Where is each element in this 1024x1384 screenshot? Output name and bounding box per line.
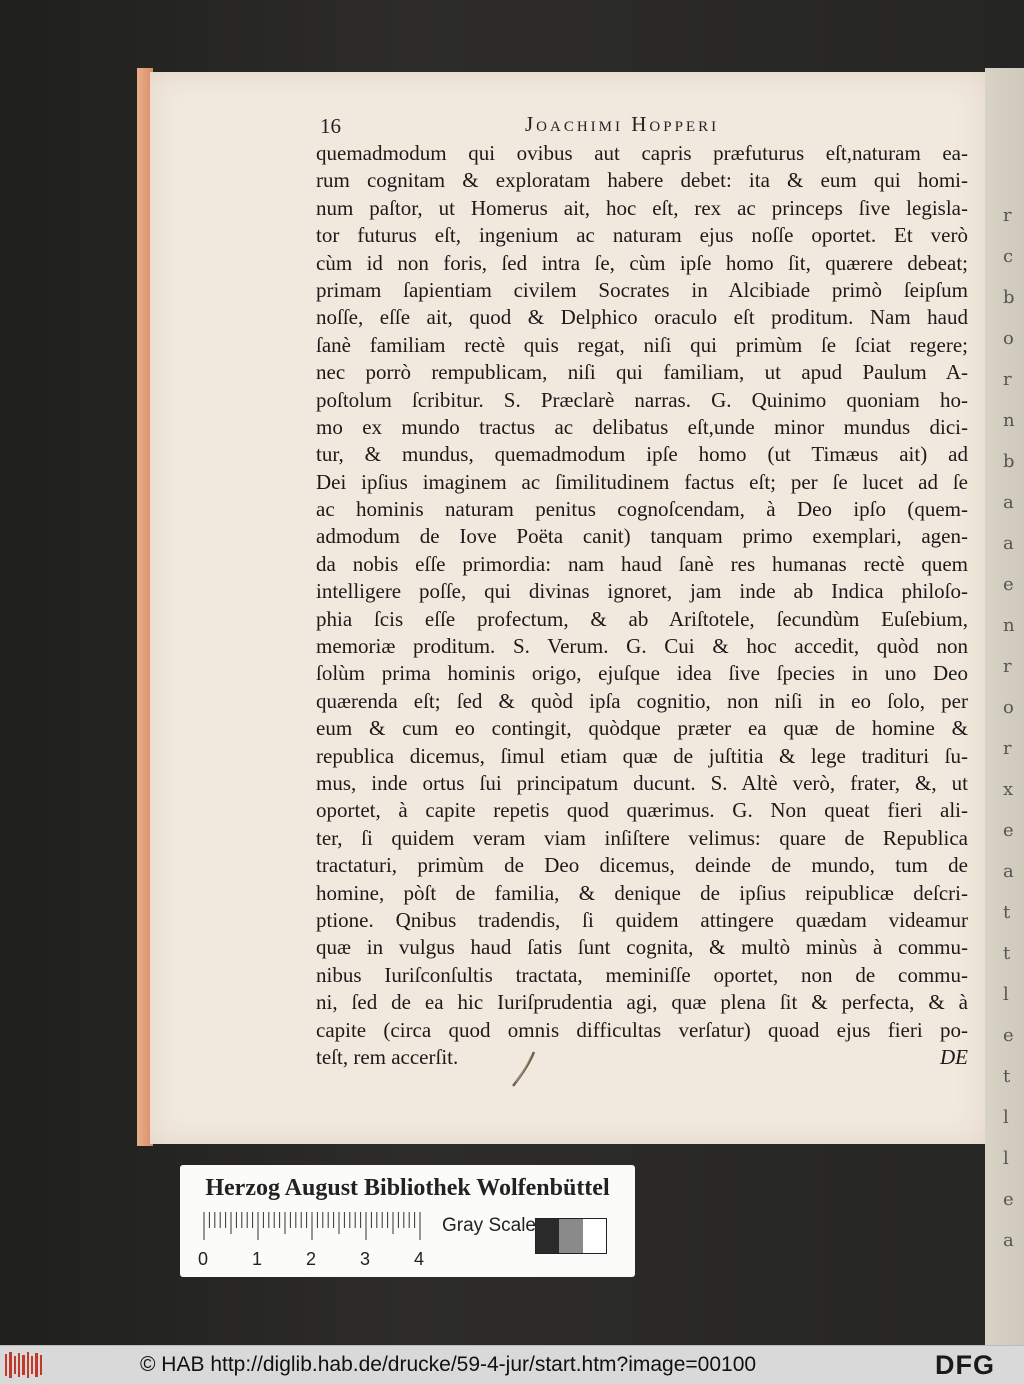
text-line: cùm id non foris, ſed intra ſe, cùm ipſe homo ſit, quærere debeat; xyxy=(316,250,968,275)
copyright-url[interactable]: © HAB http://diglib.hab.de/drucke/59-4-jur/start.htm?image=00100 xyxy=(140,1353,757,1376)
body-text xyxy=(316,140,968,1071)
text-line: admodum de Iove Poëta canit) tanquam primo exemplari, agen- xyxy=(316,524,968,549)
catchword: DE xyxy=(940,1044,968,1069)
fragment-char: b xyxy=(1003,287,1015,308)
running-head-title: Joachimi Hopperi xyxy=(525,112,720,136)
fragment-char: t xyxy=(1003,902,1011,923)
text-line: teſt, rem accerſit. DE xyxy=(316,1044,968,1071)
ruler-number: 4 xyxy=(414,1249,425,1269)
text-line: tractaturi, primùm de Deo dicemus, deinde de mundo, tum de xyxy=(316,853,968,878)
text-line: quærenda eſt; ſed & quòd ipſa cognitio, non niſi in eo ſolo, per xyxy=(316,688,968,713)
library-name: Herzog August Bibliothek Wolfenbüttel xyxy=(205,1175,610,1201)
text-line: memoriæ proditum. S. Verum. G. Cui & hoc accedit, quòd non xyxy=(316,634,968,659)
text-line: poſtolum ſcribitur. S. Præclarè narras. G. Quinimo quoniam ho- xyxy=(316,387,968,412)
fragment-char: x xyxy=(1003,779,1014,800)
ruler-number: 1 xyxy=(252,1249,263,1269)
fragment-char: a xyxy=(1003,492,1014,513)
fragment-char: l xyxy=(1003,984,1009,1005)
text-line: nibus Iuriſconſultis tractata, meminiſſe oportet, non de commu- xyxy=(316,962,968,987)
fragment-char: a xyxy=(1003,533,1014,554)
running-head xyxy=(320,112,970,140)
text-line: ptione. Qnibus tradendis, ſi quidem attingere quædam videamur xyxy=(316,907,968,932)
fragment-char: l xyxy=(1003,1148,1009,1169)
color-calibration-card xyxy=(180,1165,635,1277)
text-line: tor futurus eſt, ingenium ac naturam ejus noſſe oportet. Et verò xyxy=(316,223,968,248)
text-line: mus, inde ortus ſui principatum ducunt. S. Altè verò, frater, &, ut xyxy=(316,770,968,795)
page-number: 16 xyxy=(320,114,341,138)
gray-swatch xyxy=(559,1219,582,1253)
text-line: rum cognitam & exploratam habere debet: ita & eum qui homi- xyxy=(316,168,968,193)
fragment-char: n xyxy=(1003,615,1015,636)
fragment-char: r xyxy=(1003,369,1012,390)
text-line: noſſe, eſſe ait, quod & Delphico oraculo eſt proditum. Nam haud xyxy=(316,305,968,330)
fragment-char: r xyxy=(1003,205,1012,226)
fragment-char: n xyxy=(1003,410,1015,431)
footer-bar xyxy=(0,1345,1024,1384)
barcode-icon xyxy=(4,1350,44,1380)
fragment-char: e xyxy=(1003,1189,1014,1210)
fragment-char: c xyxy=(1003,246,1014,267)
fragment-char: t xyxy=(1003,943,1011,964)
fragment-char: e xyxy=(1003,1025,1014,1046)
fragment-char: a xyxy=(1003,861,1014,882)
text-line: da nobis eſſe primordia: nam haud ſanè res humanas rectè quem xyxy=(316,551,968,576)
fragment-char: r xyxy=(1003,656,1012,677)
text-line: tur, & mundus, quemadmodum ipſe homo (ut Timæus ait) ad xyxy=(316,442,968,467)
ruler-scale xyxy=(202,1212,422,1240)
gray-scale-label: Gray Scale xyxy=(442,1215,536,1236)
text-line: capite (circa quod omnis difficultas verſatur) quoad ejus fieri po- xyxy=(316,1017,968,1042)
text-line: nec porrò rempublicam, niſi qui familiam, ut apud Paulum A- xyxy=(316,360,968,385)
text-line: republica dicemus, ſimul etiam quæ de juſtitia & lege tradituri ſu- xyxy=(316,743,968,768)
text-line: quæ in vulgus haud ſatis ſunt cognita, & multò minùs à commu- xyxy=(316,935,968,960)
text-line: ni, ſed de ea hic Iuriſprudentia agi, quæ plena ſit & perfecta, & à xyxy=(316,990,968,1015)
ruler-number: 2 xyxy=(306,1249,317,1269)
fragment-char: r xyxy=(1003,738,1012,759)
text-line: phia ſcis eſſe profectum, & ab Ariſtotele, ſecundùm Euſebium, xyxy=(316,606,968,631)
fragment-char: a xyxy=(1003,1230,1014,1251)
ruler-number: 0 xyxy=(198,1249,209,1269)
gray-scale-swatches xyxy=(535,1218,607,1254)
gray-swatch xyxy=(536,1219,559,1253)
fragment-char: o xyxy=(1003,697,1014,718)
pencil-mark xyxy=(510,1050,538,1088)
text-line: eum & cum eo contingit, quòdque præter ea quæ de homine & xyxy=(316,716,968,741)
text-line: quemadmodum qui ovibus aut capris præfuturus eſt,naturam ea- xyxy=(316,141,968,165)
text-line: ac hominis naturam penitus cognoſcendam, à Deo ipſo (quem- xyxy=(316,497,968,522)
fragment-char: b xyxy=(1003,451,1015,472)
fragment-char: t xyxy=(1003,1066,1011,1087)
text-line: mo ex mundo tractus ac delibatus eſt,unde minor mundus dici- xyxy=(316,414,968,439)
text-line: primam ſapientiam civilem Socrates in Alcibiade primò ſeipſum xyxy=(316,277,968,302)
fragment-char: o xyxy=(1003,328,1014,349)
adjacent-page-fragments xyxy=(1003,188,1023,1254)
text-line: homine, pòſt de familia, & denique de ipſius reipublicæ deſcri- xyxy=(316,880,968,905)
text-line: oportet, à capite repetis quod quærimus. G. Non queat fieri ali- xyxy=(316,798,968,823)
text-line: ſanè familiam rectè quis regat, niſi qui primùm ſe ſciat regere; xyxy=(316,332,968,357)
ruler-number: 3 xyxy=(360,1249,371,1269)
text-line: ſolùm prima hominis origo, ejuſque idea ſive ſpecies in uno Deo xyxy=(316,661,968,686)
gray-swatch xyxy=(583,1219,606,1253)
dfg-logo: DFG xyxy=(935,1350,995,1380)
text-line: intelligere poſſe, qui divinas ignoret, jam inde ab Indica philoſo- xyxy=(316,579,968,604)
fragment-char: e xyxy=(1003,820,1014,841)
text-line: Dei ipſius imaginem ac ſimilitudinem factus eſt; per ſe lucet ad ſe xyxy=(316,469,968,494)
text-line: ter, ſi quidem veram viam inſiſtere velimus: quare de Republica xyxy=(316,825,968,850)
text-line: num paſtor, ut Homerus ait, hoc eſt, rex ac princeps ſive legisla- xyxy=(316,195,968,220)
fragment-char: e xyxy=(1003,574,1014,595)
fragment-char: l xyxy=(1003,1107,1009,1128)
adjacent-page-edge xyxy=(985,68,1024,1345)
